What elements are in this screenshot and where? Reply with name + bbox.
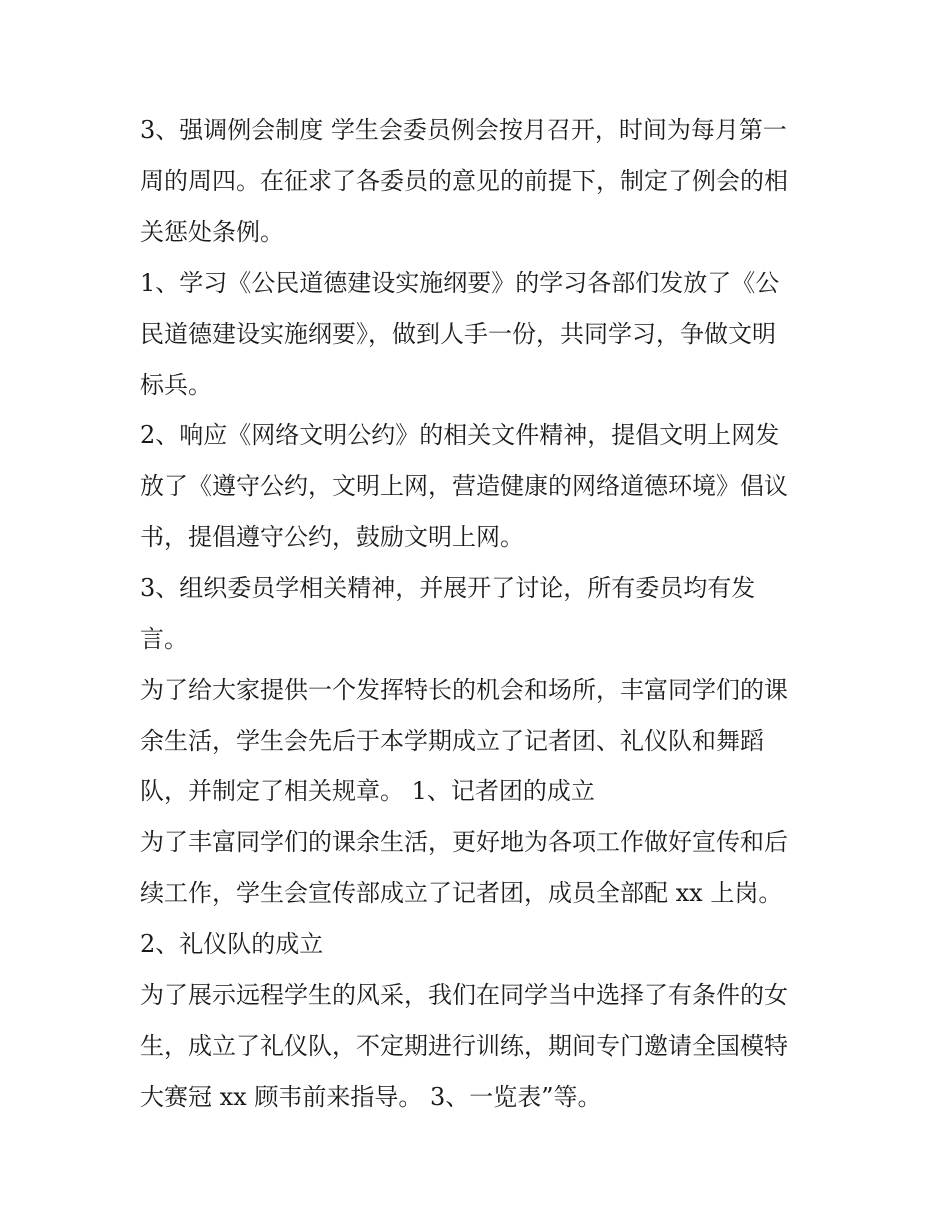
- text-line: 3、组织委员学相关精神，并展开了讨论，所有委员均有发: [140, 574, 756, 602]
- text-line: 为了展示远程学生的风采，我们在同学当中选择了有条件的女: [140, 981, 788, 1009]
- text-line: 周的周四。在征求了各委员的意见的前提下，制定了例会的相: [140, 167, 788, 195]
- text-line: 大赛冠 xx 顾韦前来指导。 3、一览表”等。: [140, 1083, 602, 1111]
- text-line: 3、强调例会制度 学生会委员例会按月召开，时间为每月第一: [140, 116, 787, 144]
- text-line: 2、响应《网络文明公约》的相关文件精神，提倡文明上网发: [140, 421, 780, 449]
- text-line: 标兵。: [140, 371, 212, 399]
- text-line: 2、礼仪队的成立: [140, 930, 324, 958]
- text-line: 续工作，学生会宣传部成立了记者团，成员全部配 xx 上岗。: [140, 879, 783, 907]
- text-line: 生，成立了礼仪队，不定期进行训练，期间专门邀请全国模特: [140, 1032, 788, 1060]
- text-line: 关惩处条例。: [140, 218, 284, 246]
- text-line: 1、学习《公民道德建设实施纲要》的学习各部们发放了《公: [140, 269, 780, 297]
- text-line: 队，并制定了相关规章。 1、记者团的成立: [140, 777, 595, 805]
- text-line: 为了给大家提供一个发挥特长的机会和场所，丰富同学们的课: [140, 676, 788, 704]
- text-line: 余生活，学生会先后于本学期成立了记者团、礼仪队和舞蹈: [140, 727, 764, 755]
- text-line: 为了丰富同学们的课余生活，更好地为各项工作做好宣传和后: [140, 828, 788, 856]
- text-line: 放了《遵守公约，文明上网，营造健康的网络道德环境》倡议: [140, 472, 788, 500]
- text-line: 言。: [140, 625, 188, 653]
- text-line: 民道德建设实施纲要》，做到人手一份，共同学习，争做文明: [140, 320, 776, 348]
- text-line: 书，提倡遵守公约，鼓励文明上网。: [140, 523, 524, 551]
